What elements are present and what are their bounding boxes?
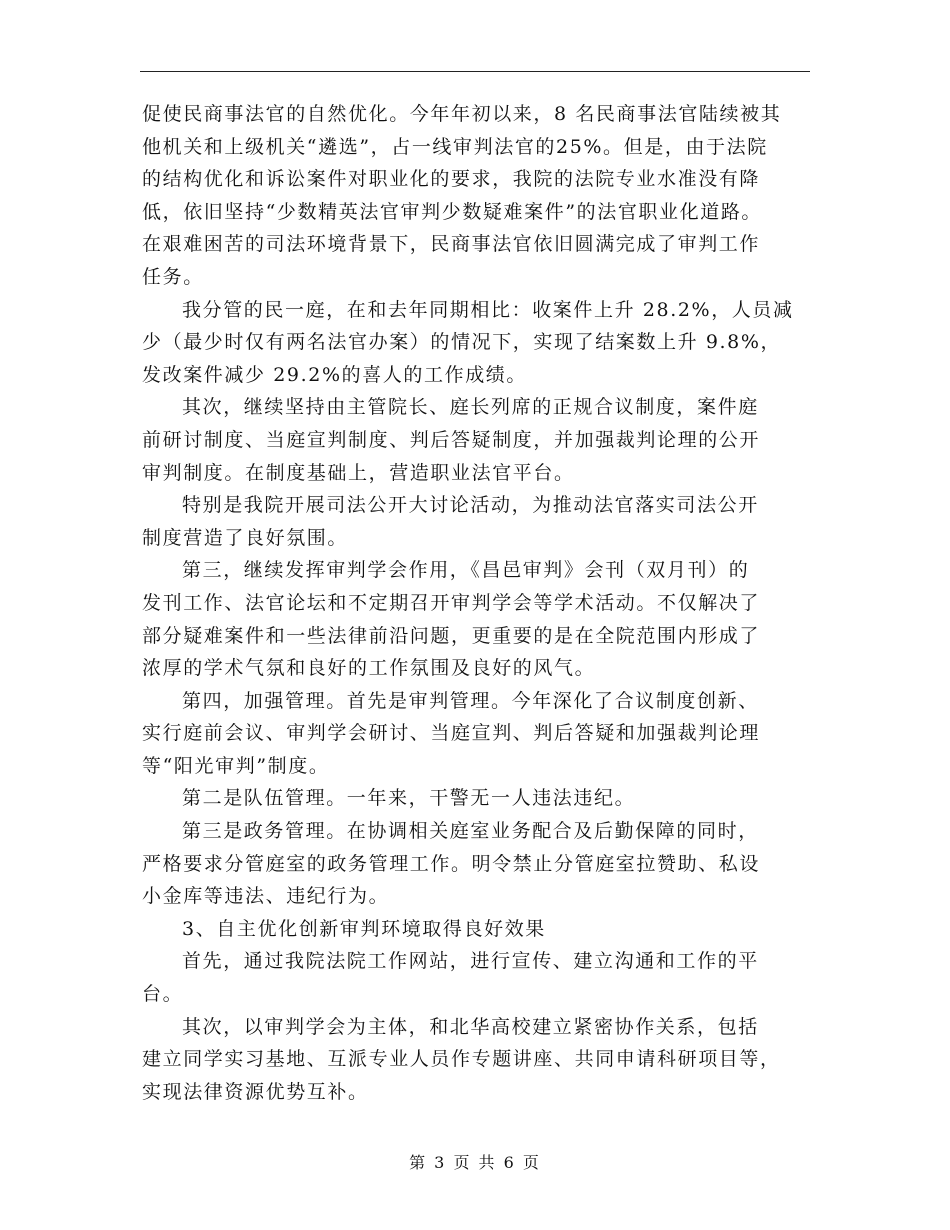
text-line: 在艰难困苦的司法环境背景下，民商事法官依旧圆满完成了审判工作 — [142, 233, 761, 256]
text-line: 第四，加强管理。首先是审判管理。今年深化了合议制度创新、 — [182, 689, 759, 712]
text-line: 低，依旧坚持“少数精英法官审判少数疑难案件”的法官职业化道路。 — [142, 200, 763, 223]
text-line: 任务。 — [142, 265, 204, 288]
text-line: 实现法律资源优势互补。 — [142, 1080, 369, 1103]
document-body — [142, 98, 810, 1108]
text-line: 发改案件减少 29.2%的喜人的工作成绩。 — [142, 363, 527, 386]
text-line: 发刊工作、法官论坛和不定期召开审判学会等学术活动。不仅解决了 — [142, 591, 761, 614]
text-line: 他机关和上级机关“遴选”，占一线审判法官的25%。但是，由于法院 — [142, 135, 768, 158]
text-line: 我分管的民一庭，在和去年同期相比：收案件上升 28.2%，人员减 — [182, 298, 794, 321]
text-line: 小金库等违法、违纪行为。 — [142, 885, 390, 908]
text-line: 少（最少时仅有两名法官办案）的情况下，实现了结案数上升 9.8%， — [142, 331, 782, 354]
text-line: 第三，继续发挥审判学会作用，《昌邑审判》会刊（双月刊）的 — [182, 559, 750, 582]
text-line: 促使民商事法官的自然优化。今年年初以来，8 名民商事法官陆续被其 — [142, 103, 782, 125]
text-line: 其次，以审判学会为主体，和北华高校建立紧密协作关系，包括 — [182, 1015, 759, 1038]
text-line: 部分疑难案件和一些法律前沿问题，更重要的是在全院范围内形成了 — [142, 624, 761, 647]
text-line: 其次，继续坚持由主管院长、庭长列席的正规合议制度，案件庭 — [182, 396, 759, 419]
page-number: 第 3 页 共 6 页 — [409, 1153, 541, 1172]
text-line: 第三是政务管理。在协调相关庭室业务配合及后勤保障的同时， — [182, 820, 759, 843]
text-line: 等“阳光审判”制度。 — [142, 754, 330, 777]
text-line: 制度营造了良好氛围。 — [142, 526, 349, 549]
text-line: 特别是我院开展司法公开大讨论活动，为推动法官落实司法公开 — [182, 494, 759, 517]
text-line: 审判制度。在制度基础上，营造职业法官平台。 — [142, 461, 575, 484]
text-line: 第二是队伍管理。一年来，干警无一人违法违纪。 — [182, 787, 636, 810]
text-line: 台。 — [142, 983, 184, 1006]
text-line: 首先，通过我院法院工作网站，进行宣传、建立沟通和工作的平 — [182, 950, 759, 973]
text-line: 前研讨制度、当庭宣判制度、判后答疑制度，并加强裁判论理的公开 — [142, 428, 761, 451]
text-line: 严格要求分管庭室的政务管理工作。明令禁止分管庭室拉赞助、私设 — [142, 852, 761, 875]
text-line: 实行庭前会议、审判学会研讨、当庭宣判、判后答疑和加强裁判论理 — [142, 722, 761, 745]
text-line: 的结构优化和诉讼案件对职业化的要求，我院的法院专业水准没有降 — [142, 168, 761, 191]
header-rule — [140, 71, 810, 72]
text-line: 3、自主优化创新审判环境取得良好效果 — [182, 917, 546, 940]
text-line: 建立同学实习基地、互派专业人员作专题讲座、共同申请科研项目等， — [142, 1048, 781, 1071]
text-line: 浓厚的学术气氛和良好的工作氛围及良好的风气。 — [142, 657, 596, 680]
